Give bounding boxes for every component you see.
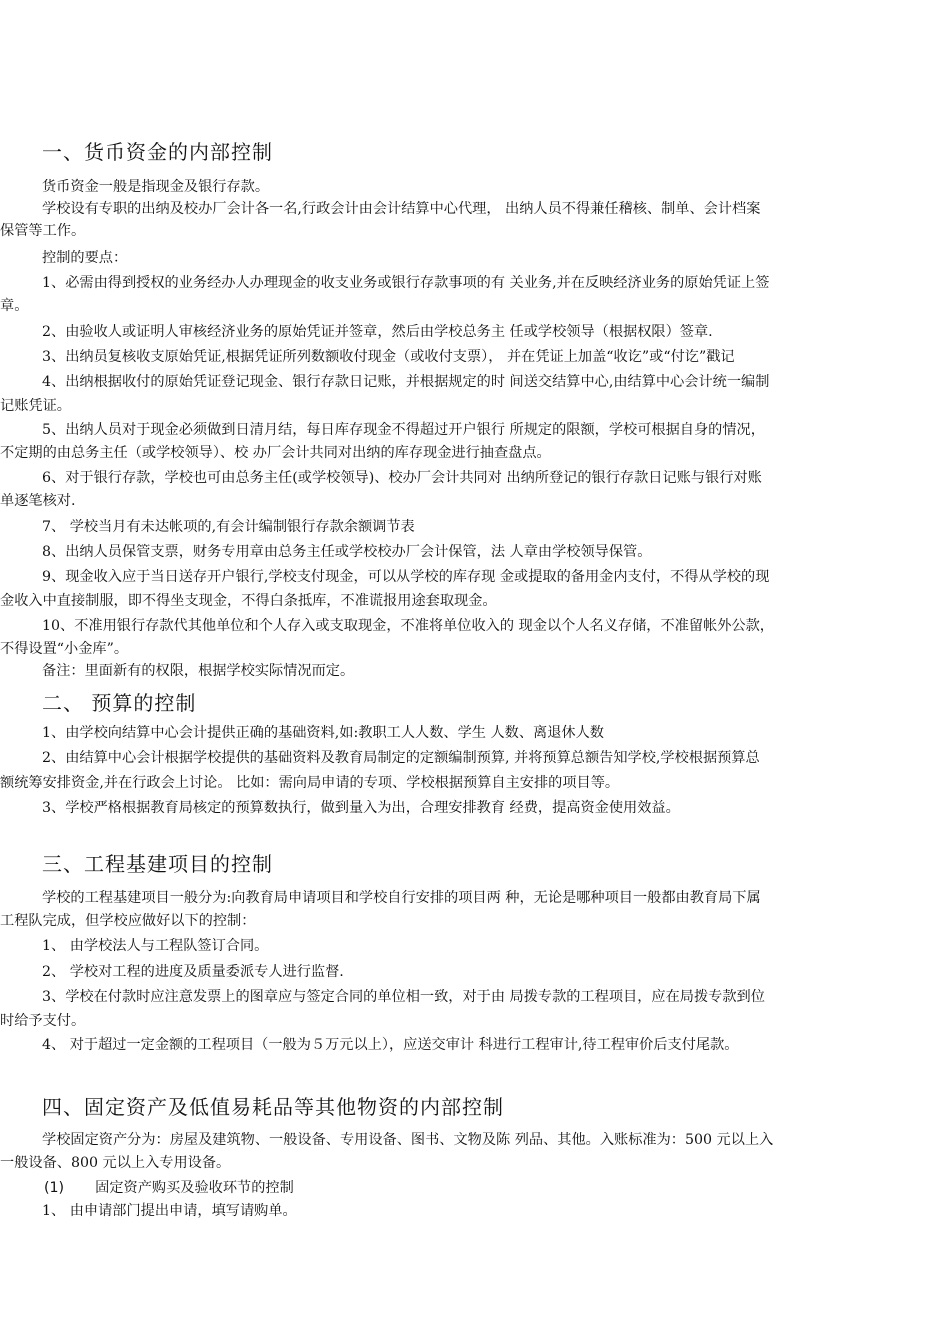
paragraph-line: 保管等工作。 — [0, 223, 86, 239]
paragraph-line: 货币资金一般是指现金及银行存款。 — [42, 179, 270, 195]
section-heading-fixed-assets-control: 四、固定资产及低值易耗品等其他物资的内部控制 — [42, 1095, 504, 1119]
paragraph-line: 不定期的由总务主任（或学校领导）、校 办厂会计共同对出纳的库存现金进行抽查盘点。 — [0, 445, 551, 461]
paragraph-line: 4、 对于超过一定金额的工程项目（一般为５万元以上），应送交审计 科进行工程审计,待工程审价后支付尾款。 — [42, 1037, 739, 1053]
paragraph-line: 3、学校严格根据教育局核定的预算数执行，做到量入为出，合理安排教育 经费，提高资金使用效益。 — [42, 800, 680, 816]
paragraph-line: 一般设备、800 元以上入专用设备。 — [0, 1155, 231, 1171]
paragraph-line: 2、 学校对工程的进度及质量委派专人进行监督. — [42, 964, 344, 980]
remark-line: 备注：里面新有的权限，根据学校实际情况而定。 — [42, 663, 355, 679]
subheading-number: (1) — [44, 1180, 65, 1196]
paragraph-line: 3、出纳员复核收支原始凭证,根据凭证所列数额收付现金（或收付支票）， 并在凭证上加盖“收讫”或“付讫”戳记 — [42, 349, 735, 365]
paragraph-line: 5、出纳人员对于现金必须做到日清月结，每日库存现金不得超过开户银行 所规定的限额，学校可根据自身的情况， — [42, 422, 765, 438]
subheading — [44, 1177, 294, 1199]
paragraph-line: 不得设置“小金库”。 — [0, 641, 129, 657]
paragraph-line: 1、由学校向结算中心会计提供正确的基础资料,如:教职工人人数、学生 人数、离退休人数 — [42, 725, 604, 741]
paragraph-line: 2、由结算中心会计根据学校提供的基础资料及教育局制定的定额编制预算, 并将预算总额告知学校,学校根据预算总 — [42, 750, 760, 766]
paragraph-line: 时给予支付。 — [0, 1013, 86, 1029]
paragraph-line: 1、 由申请部门提出申请，填写请购单。 — [42, 1203, 297, 1219]
paragraph-line: 学校的工程基建项目一般分为:向教育局申请项目和学校自行安排的项目两 种，无论是哪种项目一般都由教育局下属 — [42, 890, 761, 906]
paragraph-line: 金收入中直接制服，即不得坐支现金，不得白条抵库，不准谎报用途套取现金。 — [0, 593, 497, 609]
paragraph-line: 3、学校在付款时应注意发票上的图章应与签定合同的单位相一致，对于由 局拨专款的工程项目，应在局拨专款到位 — [42, 989, 765, 1005]
section-heading-cash-control: 一、货币资金的内部控制 — [42, 140, 273, 164]
paragraph-line: 单逐笔核对. — [0, 493, 76, 509]
paragraph-line: 记账凭证。 — [0, 398, 71, 414]
paragraph-line: 10、不准用银行存款代其他单位和个人存入或支取现金，不准将单位收入的 现金以个人名义存储，不准留帐外公款， — [42, 618, 774, 634]
paragraph-line: 工程队完成，但学校应做好以下的控制： — [0, 913, 256, 929]
paragraph-line: 额统筹安排资金,并在行政会上讨论。 比如：需向局申请的专项、学校根据预算自主安排的项目等。 — [0, 775, 620, 791]
subheading-text: 固定资产购买及验收环节的控制 — [95, 1180, 294, 1196]
section-heading-construction-control: 三、工程基建项目的控制 — [42, 852, 273, 876]
paragraph-line: 章。 — [0, 298, 29, 314]
paragraph-line: 学校固定资产分为：房屋及建筑物、一般设备、专用设备、图书、文物及陈 列品、其他。入账标准为：500 元以上入 — [42, 1132, 774, 1148]
section-heading-budget-control: 二、 预算的控制 — [42, 691, 197, 715]
paragraph-line: 1、必需由得到授权的业务经办人办理现金的收支业务或银行存款事项的有 关业务,并在反映经济业务的原始凭证上签 — [42, 275, 770, 291]
paragraph-line: 控制的要点： — [42, 250, 128, 266]
paragraph-line: 2、由验收人或证明人审核经济业务的原始凭证并签章，然后由学校总务主 任或学校领导（根据权限）签章. — [42, 324, 713, 340]
paragraph-line: 4、出纳根据收付的原始凭证登记现金、银行存款日记账，并根据规定的时 间送交结算中心,由结算中心会计统一编制 — [42, 374, 770, 390]
paragraph-line: 9、现金收入应于当日送存开户银行,学校支付现金，可以从学校的库存现 金或提取的备用金内支付，不得从学校的现 — [42, 569, 770, 585]
paragraph-line: 学校设有专职的出纳及校办厂会计各一名,行政会计由会计结算中心代理， 出纳人员不得兼任稽核、制单、会计档案 — [42, 201, 761, 217]
paragraph-line: 8、出纳人员保管支票，财务专用章由总务主任或学校校办厂会计保管，法 人章由学校领导保管。 — [42, 544, 652, 560]
paragraph-line: 6、对于银行存款，学校也可由总务主任(或学校领导)、校办厂会计共同对 出纳所登记的银行存款日记账与银行对账 — [42, 470, 762, 486]
paragraph-line: 1、 由学校法人与工程队签订合同。 — [42, 938, 269, 954]
paragraph-line: 7、 学校当月有未达帐项的,有会计编制银行存款余额调节表 — [42, 519, 415, 535]
